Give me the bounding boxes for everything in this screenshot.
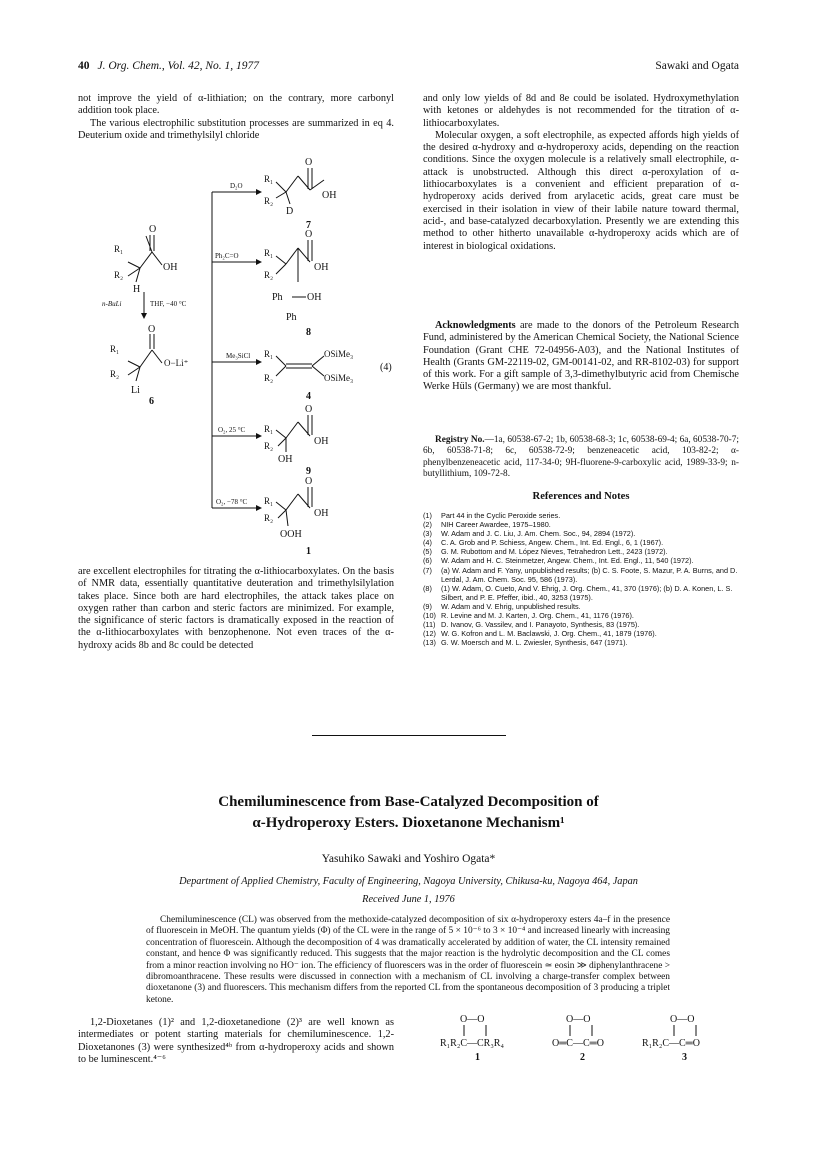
reference-item xyxy=(423,566,739,584)
abstract: Chemiluminescence (CL) was observed from the methoxide-catalyzed decomposition of six α-hydroperoxy esters 4a–f in the presence of fluorescein in MeOH. The quantum yields (Φ) of the CL were in the range of 5 × 10⁻⁶ to 3 × 10⁻⁴ and increased linearly with increasing concentration of fluorescein. Although the decomposition of 4 was dramatically accelerated by addition of water, the CL intensity remained constant, and hence Φ was significantly reduced. This suggests that the major reaction is the hydrolytic decomposition and the CL comes from a minor reaction involving no HO⁻ ion. The efficiency of fluorescers was in the order of fluorescein ≃ eosin ≫ diphenylanthracene > dibromoanthracene. These results were discussed in connection with a mechanism of CL involving a charge-transfer complex between dioxetanone (3) and fluorescers. This mechanism differs from the reported CL from the spontaneous decomposition of 3 producing a triplet ketone. xyxy=(146,915,671,1005)
atom-r1: R₁ xyxy=(110,344,120,354)
atom-osime3: OSiMe₃ xyxy=(324,349,354,359)
journal-citation: J. Org. Chem., Vol. 42, No. 1, 1977 xyxy=(97,60,260,72)
atom-oh: OH xyxy=(314,436,329,447)
reagent-o2-78: O₂, −78 °C xyxy=(216,498,248,506)
ack-label: Acknowledgments xyxy=(435,320,516,331)
running-header-left xyxy=(78,60,259,72)
left-column-top xyxy=(78,93,394,142)
reference-number: (4) xyxy=(423,538,432,548)
atom-oh: OH xyxy=(314,262,329,273)
atom-ooh: OOH xyxy=(280,529,302,540)
atom-r1: R₁ xyxy=(264,424,274,434)
reference-number: (2) xyxy=(423,520,432,530)
reference-text: G. M. Rubottom and M. López Nieves, Tetrahedron Lett., 2423 (1972). xyxy=(441,547,668,557)
reagent-buli: n-BuLi xyxy=(102,300,122,308)
product-1 xyxy=(276,487,312,526)
compound-label-8: 8 xyxy=(306,327,311,338)
lithio-carboxylate xyxy=(128,334,162,381)
arrowhead-icon xyxy=(256,505,262,511)
atom-h: H xyxy=(133,284,141,295)
reference-number: (7) xyxy=(423,565,432,575)
registry-label: Registry No. xyxy=(435,435,485,445)
article-authors: Yasuhiko Sawaki and Yoshiro Ogata* xyxy=(321,853,496,865)
reference-item xyxy=(423,547,739,556)
compound-label-7: 7 xyxy=(306,220,311,231)
atom-d: D xyxy=(286,206,294,217)
reference-text: G. W. Moersch and M. L. Zwiesler, Synthesis, 647 (1971). xyxy=(441,638,628,648)
product-7 xyxy=(276,168,324,204)
reference-number: (5) xyxy=(423,547,432,557)
reference-item xyxy=(423,556,739,565)
atom-o: O xyxy=(305,476,313,487)
atom-o: O xyxy=(149,224,157,235)
atom-r2: R₂ xyxy=(264,373,274,383)
product-8 xyxy=(276,240,312,297)
atom-o: O xyxy=(305,404,313,415)
atom-oh: OH xyxy=(278,454,293,465)
atom-o: O xyxy=(148,324,156,335)
reference-text: W. Adam and J. C. Liu, J. Am. Chem. Soc., 94, 2894 (1972). xyxy=(441,529,636,539)
reference-text: (a) W. Adam and F. Yany, unpublished results; (b) C. S. Foote, S. Mazur, P. A. Burns, and D. Lerdal, J. Am. Chem. Soc. 95, 586 (1973). xyxy=(441,565,738,584)
atom-r2: R₂ xyxy=(264,196,274,206)
title-line: α-Hydroperoxy Esters. Dioxetanone Mechanism¹ xyxy=(252,815,565,831)
compound-label-4: 4 xyxy=(306,391,311,402)
atom-o: O xyxy=(305,157,313,168)
reference-number: (12) xyxy=(423,629,436,639)
atom-oh: OH xyxy=(314,508,329,519)
paragraph: and only low yields of 8d and 8e could be isolated. Hydroxymethylation with ketones or aldehydes is not recommended for the titration of α-lithiocarboxylates. xyxy=(423,93,739,129)
paragraph: are excellent electrophiles for titrating the α-lithiocarboxylates. On the basis of NMR data, essentially quantitative deuteration and trimethylsilylation takes place. Since both are hard electrophiles, the attack takes place on oxygen rather than carbon and steric factors are minimized. For example, the significance of steric factors is dramatically exposed in the reaction of the α-lithiocarboxylates with benzophenone. Not even traces of the α-hydroxy acids 8b and 8c could be detected xyxy=(78,566,394,651)
registry-numbers xyxy=(423,435,739,481)
compound-label-1: 1 xyxy=(306,546,311,557)
registry-text: —1a, 60538-67-2; 1b, 60538-68-3; 1c, 60538-69-4; 6a, 60538-70-7; 6b, 60538-71-8; 6c, 60538-72-9; benzeneacetic acid, 103-82-2; α-phenylbenzeneacetic acid, 117-34-0; 9H-fluorene-9-carboxylic acid, 1989-33-9; n-butyllithium, 109-72-8. xyxy=(423,435,739,480)
reference-item xyxy=(423,538,739,547)
received-date: Received June 1, 1976 xyxy=(362,894,455,905)
reference-text: (1) W. Adam, O. Cueto, And V. Ehrig, J. Org. Chem., 41, 370 (1976); (b) D. A. Konen, L. S. Silbert, and P. E. Pfeffer, ibid., 40, 3253 (1975). xyxy=(441,583,733,602)
structure-2: O═C—C═O xyxy=(552,1038,604,1049)
atom-r1: R₁ xyxy=(114,244,124,254)
compound-label-6: 6 xyxy=(149,396,154,407)
acknowledgments xyxy=(423,320,739,394)
reference-number: (3) xyxy=(423,529,432,539)
reference-number: (10) xyxy=(423,611,436,621)
reference-item xyxy=(423,629,739,638)
reference-text: Part 44 in the Cyclic Peroxide series. xyxy=(441,511,561,520)
dioxetane-structures xyxy=(430,1012,750,1062)
reaction-scheme-eq4 xyxy=(100,152,430,572)
reference-number: (13) xyxy=(423,638,436,648)
structure-label-2: 2 xyxy=(580,1052,585,1062)
atom-r2: R₂ xyxy=(264,270,274,280)
atom-oh: OH xyxy=(307,292,322,303)
reference-number: (9) xyxy=(423,601,432,611)
ack-text: are made to the donors of the Petroleum Research Fund, administered by the American Chemical Society, the National Science Foundation (Grant CHE 72-04956-A03), and the National Institutes of Health (Grants GM-22119-02, GM-00141-02, and RR-8102-03) for support of this work. For a gift sample of 3,3-dimethylbutyric acid from Chemische Werke Hüls (Germany) we are most thankful. xyxy=(423,320,739,393)
atom-o: O xyxy=(305,229,313,240)
structure-3: R₁R₂C—C═O xyxy=(642,1038,700,1049)
reference-number: (8) xyxy=(423,583,432,593)
atom-oo: O—O xyxy=(670,1014,695,1025)
reference-item xyxy=(423,529,739,538)
atom-li: Li xyxy=(131,385,140,396)
compound-label-9: 9 xyxy=(306,466,311,477)
reference-text: R. Levine and M. J. Karten, J. Org. Chem., 41, 1176 (1976). xyxy=(441,611,634,621)
section-divider xyxy=(312,735,506,736)
reference-item xyxy=(423,511,739,520)
article-affiliation: Department of Applied Chemistry, Faculty of Engineering, Nagoya University, Chikusa-ku, Nagoya 464, Japan xyxy=(179,876,638,887)
atom-r2: R₂ xyxy=(264,441,274,451)
atom-r2: R₂ xyxy=(114,270,124,280)
arrowhead-icon xyxy=(141,313,147,319)
atom-r1: R₁ xyxy=(264,349,274,359)
equation-number: (4) xyxy=(380,362,392,373)
reagent-me3sicl: Me₃SiCl xyxy=(226,352,251,360)
reagent-thf: THF, −40 °C xyxy=(150,300,187,308)
atom-oli: O−Li⁺ xyxy=(164,358,189,368)
references-list xyxy=(423,511,739,647)
reference-text: D. Ivanov, G. Vassilev, and I. Panayoto, Synthesis, 83 (1975). xyxy=(441,620,640,630)
references-heading: References and Notes xyxy=(532,491,630,502)
reference-number: (11) xyxy=(423,620,436,630)
reference-item xyxy=(423,584,739,602)
structure-1: R₁R₂C—CR₃R₄ xyxy=(440,1038,504,1049)
atom-r1: R₁ xyxy=(264,248,274,258)
structure-label-3: 3 xyxy=(682,1052,687,1062)
paragraph: Molecular oxygen, a soft electrophile, as expected affords high yields of the desired α-hydroxy and α-hydroperoxy acids, depending on the reaction conditions. Since the oxygen molecule is a relatively small electrophile, α-attack is unobstructed. Although this direct α-peroxylation of α-lithiocarboxylates is a convenient and efficient preparation of α-hydroperoxy acids derived from arylacetic acids, great care must be exercised in their isolation in view of their labile nature toward thermal, acid-, and base-catalyzed decarboxylation. Presently we are extending this method to other hitherto unavailable α-hydroperoxy acids which are of interest in biological oxidations. xyxy=(423,129,739,252)
reagent-o2-25: O₂, 25 °C xyxy=(218,426,246,434)
arrowhead-icon xyxy=(256,189,262,195)
reference-item xyxy=(423,520,739,529)
atom-r1: R₁ xyxy=(264,174,274,184)
atom-r2: R₂ xyxy=(110,369,120,379)
atom-oh: OH xyxy=(322,190,337,201)
article-title xyxy=(78,792,739,834)
title-line: Chemiluminescence from Base-Catalyzed Decomposition of xyxy=(218,794,599,810)
reference-text: W. G. Kofron and L. M. Baclawski, J. Org. Chem., 41, 1879 (1976). xyxy=(441,629,657,639)
page-number: 40 xyxy=(78,60,90,72)
product-9 xyxy=(276,415,312,452)
atom-ph: Ph xyxy=(272,292,283,303)
reagent-d2o: D₂O xyxy=(230,182,243,190)
reference-text: NIH Career Awardee, 1975–1980. xyxy=(441,520,551,530)
paragraph: not improve the yield of α-lithiation; on the contrary, more carbonyl addition took place. xyxy=(78,93,394,117)
atom-oh: OH xyxy=(163,262,178,273)
running-header-authors: Sawaki and Ogata xyxy=(655,60,739,72)
structure-label-1: 1 xyxy=(475,1052,480,1062)
right-column-top xyxy=(423,93,739,253)
left-column-bottom xyxy=(78,566,394,652)
arrowhead-icon xyxy=(256,433,262,439)
intro-paragraph: 1,2-Dioxetanes (1)² and 1,2-dioxetanedione (2)³ are well known as intermediates or potent starting materials for chemiluminescence. 1,2-Dioxetanones (3) were synthesized⁴ᵇ from α-hydroperoxy acids and shown to be luminescent.⁴⁻⁶ xyxy=(78,1017,394,1065)
reagent-ph2co: Ph₂C=O xyxy=(215,252,239,260)
reference-item xyxy=(423,611,739,620)
atom-oo: O—O xyxy=(566,1014,591,1025)
reference-item xyxy=(423,620,739,629)
atom-ph: Ph xyxy=(286,312,297,323)
atom-oo: O—O xyxy=(460,1014,485,1025)
reference-number: (6) xyxy=(423,556,432,566)
atom-r2: R₂ xyxy=(264,513,274,523)
atom-osime3: OSiMe₃ xyxy=(324,373,354,383)
reference-item xyxy=(423,638,739,647)
product-4 xyxy=(276,356,324,376)
atom-r1: R₁ xyxy=(264,496,274,506)
reference-text: W. Adam and V. Ehrig, unpublished results. xyxy=(441,601,581,611)
reference-text: C. A. Grob and P. Schiess, Angew. Chem., Int. Ed. Engl., 6, 1 (1967). xyxy=(441,538,664,548)
reference-item xyxy=(423,602,739,611)
reference-text: W. Adam and H. C. Steinmetzer, Angew. Chem., Int. Ed. Engl., 11, 540 (1972). xyxy=(441,556,694,566)
reference-number: (1) xyxy=(423,511,432,520)
arrowhead-icon xyxy=(256,359,262,365)
paragraph: The various electrophilic substitution processes are summarized in eq 4. Deuterium oxide and trimethylsilyl chloride xyxy=(78,117,394,141)
arrowhead-icon xyxy=(256,259,262,265)
starting-acid xyxy=(128,235,162,282)
